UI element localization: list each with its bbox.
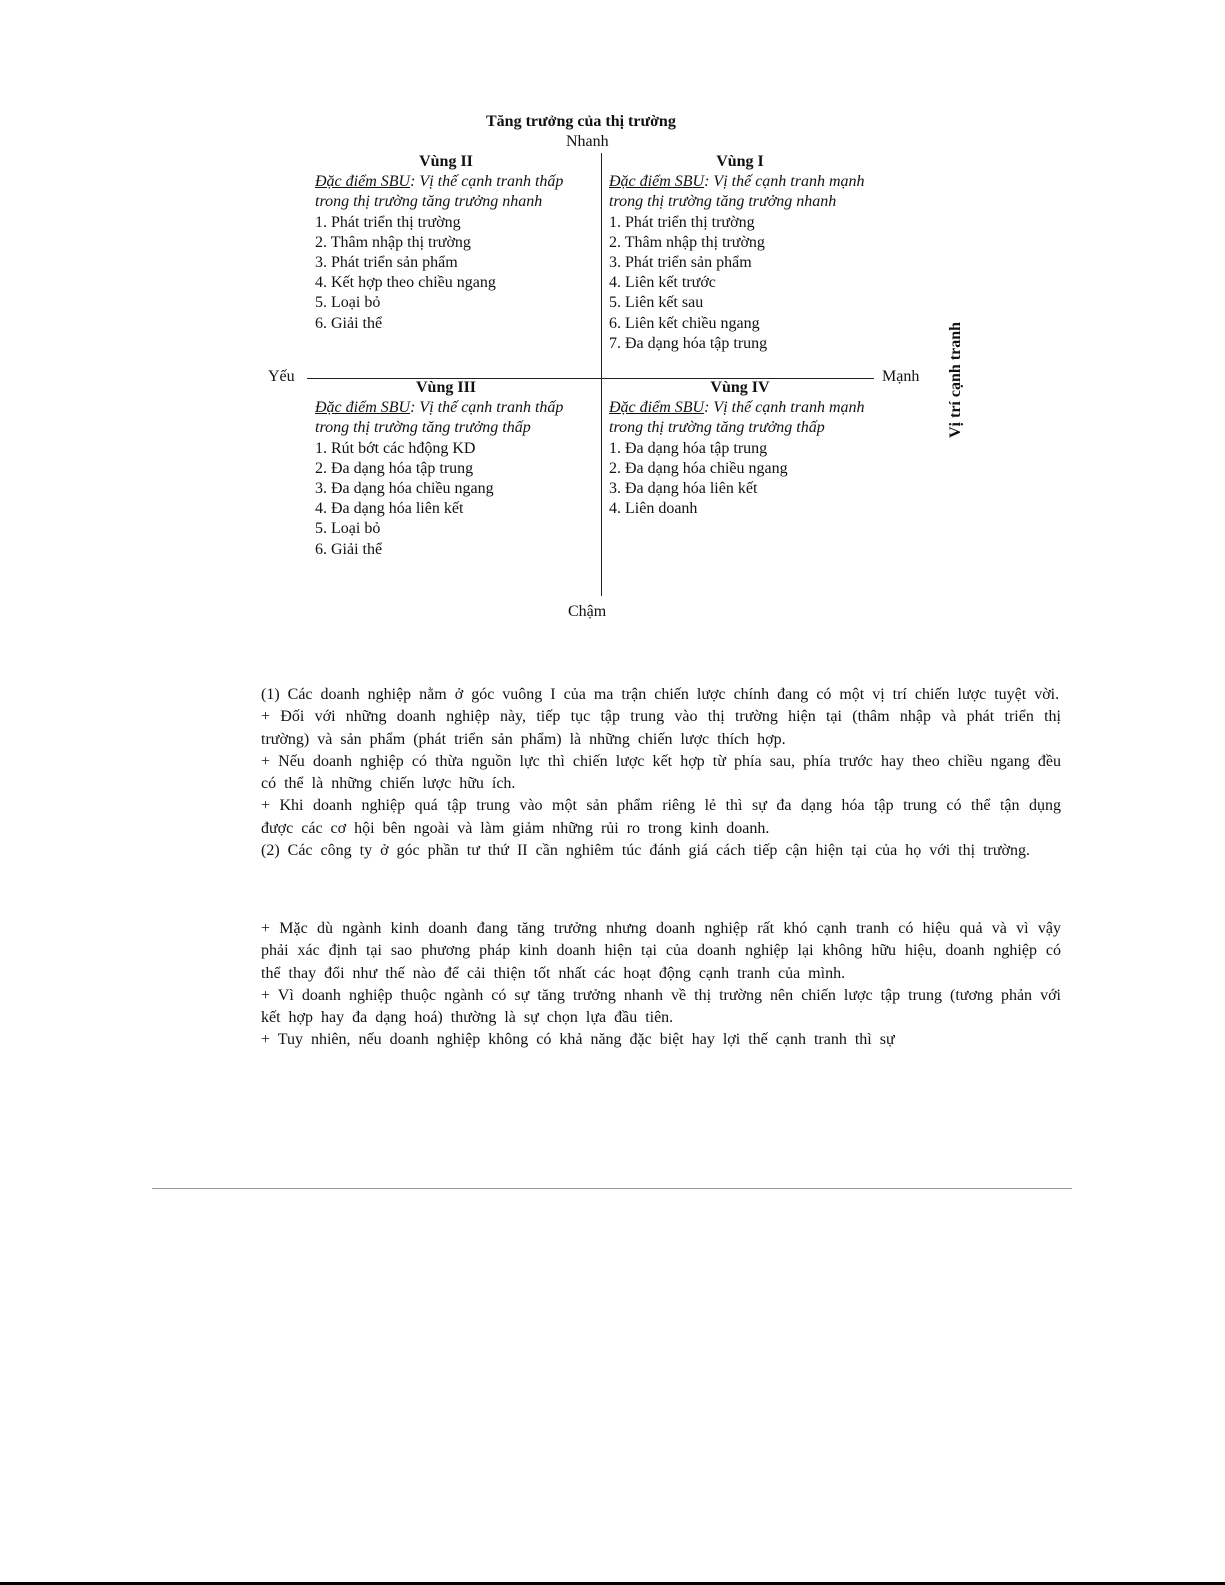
strategy-item: 4. Kết hợp theo chiều ngang xyxy=(315,274,496,292)
strategy-item: 1. Rút bớt các hđộng KD xyxy=(315,439,476,457)
text-block-2 xyxy=(261,918,1061,1052)
strategy-item: 2. Thâm nhập thị trường xyxy=(315,233,471,251)
strategy-item: 2. Thâm nhập thị trường xyxy=(609,233,765,251)
axis-label-slow: Chậm xyxy=(568,603,607,620)
strategy-item: 2. Đa dạng hóa tập trung xyxy=(315,459,474,477)
quadrant-title: Vùng IV xyxy=(710,379,770,396)
strategy-item: 5. Liên kết sau xyxy=(609,294,704,312)
strategy-item: 7. Đa dạng hóa tập trung xyxy=(609,334,768,352)
footer-divider xyxy=(152,1188,1072,1189)
strategy-item: 2. Đa dạng hóa chiều ngang xyxy=(609,459,788,477)
sbu-text: : Vị thế cạnh tranh thấp trong thị trường tăng trưởng nhanh xyxy=(315,173,564,211)
sbu-label: Đặc điểm SBU xyxy=(315,399,411,417)
paragraph: (2) Các công ty ở góc phần tư thứ II cần nghiêm túc đánh giá cách tiếp cận hiện tại của họ với thị trường. xyxy=(261,842,1030,860)
sbu-label: Đặc điểm SBU xyxy=(609,173,705,191)
vertical-axis-line xyxy=(601,153,602,596)
paragraph: (1) Các doanh nghiệp nằm ở góc vuông I của ma trận chiến lược chính đang có một vị trí chiến lược tuyệt vời. xyxy=(261,686,1060,703)
quadrant-description xyxy=(315,172,577,212)
strategy-item: 3. Phát triển sản phẩm xyxy=(609,254,752,272)
axis-label-weak: Yếu xyxy=(268,368,295,385)
strategy-item: 3. Phát triển sản phẩm xyxy=(315,254,458,272)
axis-label-fast: Nhanh xyxy=(566,133,609,150)
strategy-item: 4. Liên doanh xyxy=(609,500,698,518)
sbu-label: Đặc điểm SBU xyxy=(609,399,705,417)
strategy-item: 1. Đa dạng hóa tập trung xyxy=(609,439,768,457)
quadrant-title: Vùng II xyxy=(419,153,473,170)
quadrant-i xyxy=(609,152,871,354)
quadrant-description xyxy=(609,172,871,212)
paragraph: + Tuy nhiên, nếu doanh nghiệp không có khả năng đặc biệt hay lợi thế cạnh tranh thì sự xyxy=(261,1031,895,1049)
strategy-item: 3. Đa dạng hóa liên kết xyxy=(609,480,758,498)
strategy-item: 6. Liên kết chiều ngang xyxy=(609,314,760,332)
quadrant-iv xyxy=(609,378,871,519)
axis-label-strong: Mạnh xyxy=(882,368,920,385)
strategy-item: 6. Giải thể xyxy=(315,314,383,332)
text-block-1 xyxy=(261,684,1061,862)
competitive-position-axis-title: Vị trí cạnh tranh xyxy=(947,322,964,438)
paragraph: + Đối với những doanh nghiệp này, tiếp tục tập trung vào thị trường hiện tại (thâm nhập và phát triển thị trường) và sản phẩm (phát triển sản phẩm) là những chiến lược thích hợp. xyxy=(261,708,1061,748)
paragraph: + Mặc dù ngành kinh doanh đang tăng trưởng nhưng doanh nghiệp rất khó cạnh tranh có hiệu quả và vì vậy phải xác định tại sao phương pháp kinh doanh hiện tại của doanh nghiệp lại không hữu hiệu, doanh nghiệp có thể thay đổi như thế nào để cải thiện tốt nhất các hoạt động cạnh tranh của mình. xyxy=(261,920,1061,982)
strategy-item: 5. Loại bỏ xyxy=(315,294,381,312)
quadrant-ii xyxy=(315,152,577,334)
paragraph: + Nếu doanh nghiệp có thừa nguồn lực thì chiến lược kết hợp từ phía sau, phía trước hay theo chiều ngang đều có thể là những chiến lược hữu ích. xyxy=(261,752,1061,793)
quadrant-title: Vùng I xyxy=(716,153,764,170)
strategy-item: 5. Loại bỏ xyxy=(315,520,381,538)
quadrant-description xyxy=(315,398,577,438)
strategy-item: 3. Đa dạng hóa chiều ngang xyxy=(315,480,494,498)
paragraph: + Vì doanh nghiệp thuộc ngành có sự tăng trưởng nhanh về thị trường nên chiến lược tập trung (tương phản với kết hợp hay đa dạng hoá) thường là sự chọn lựa đầu tiên. xyxy=(261,986,1061,1027)
strategy-item: 4. Liên kết trước xyxy=(609,274,716,292)
strategy-item: 6. Giải thể xyxy=(315,540,383,558)
quadrant-title: Vùng III xyxy=(415,379,477,396)
growth-axis-title: Tăng trưởng của thị trường xyxy=(486,113,676,130)
strategy-item: 1. Phát triển thị trường xyxy=(315,213,461,231)
paragraph: + Khi doanh nghiệp quá tập trung vào một sản phẩm riêng lẻ thì sự đa dạng hóa tập trung có thể tận dụng được các cơ hội bên ngoài và làm giảm những rủi ro trong kinh doanh. xyxy=(261,797,1061,837)
sbu-text: : Vị thế cạnh tranh mạnh trong thị trường tăng trưởng thấp xyxy=(609,399,865,437)
strategy-item: 1. Phát triển thị trường xyxy=(609,213,755,231)
quadrant-iii xyxy=(315,378,577,560)
quadrant-description xyxy=(609,398,871,438)
strategy-item: 4. Đa dạng hóa liên kết xyxy=(315,500,464,518)
sbu-label: Đặc điểm SBU xyxy=(315,173,411,191)
sbu-text: : Vị thế cạnh tranh thấp trong thị trường tăng trưởng thấp xyxy=(315,399,564,437)
sbu-text: : Vị thế cạnh tranh mạnh trong thị trường tăng trưởng nhanh xyxy=(609,173,865,211)
